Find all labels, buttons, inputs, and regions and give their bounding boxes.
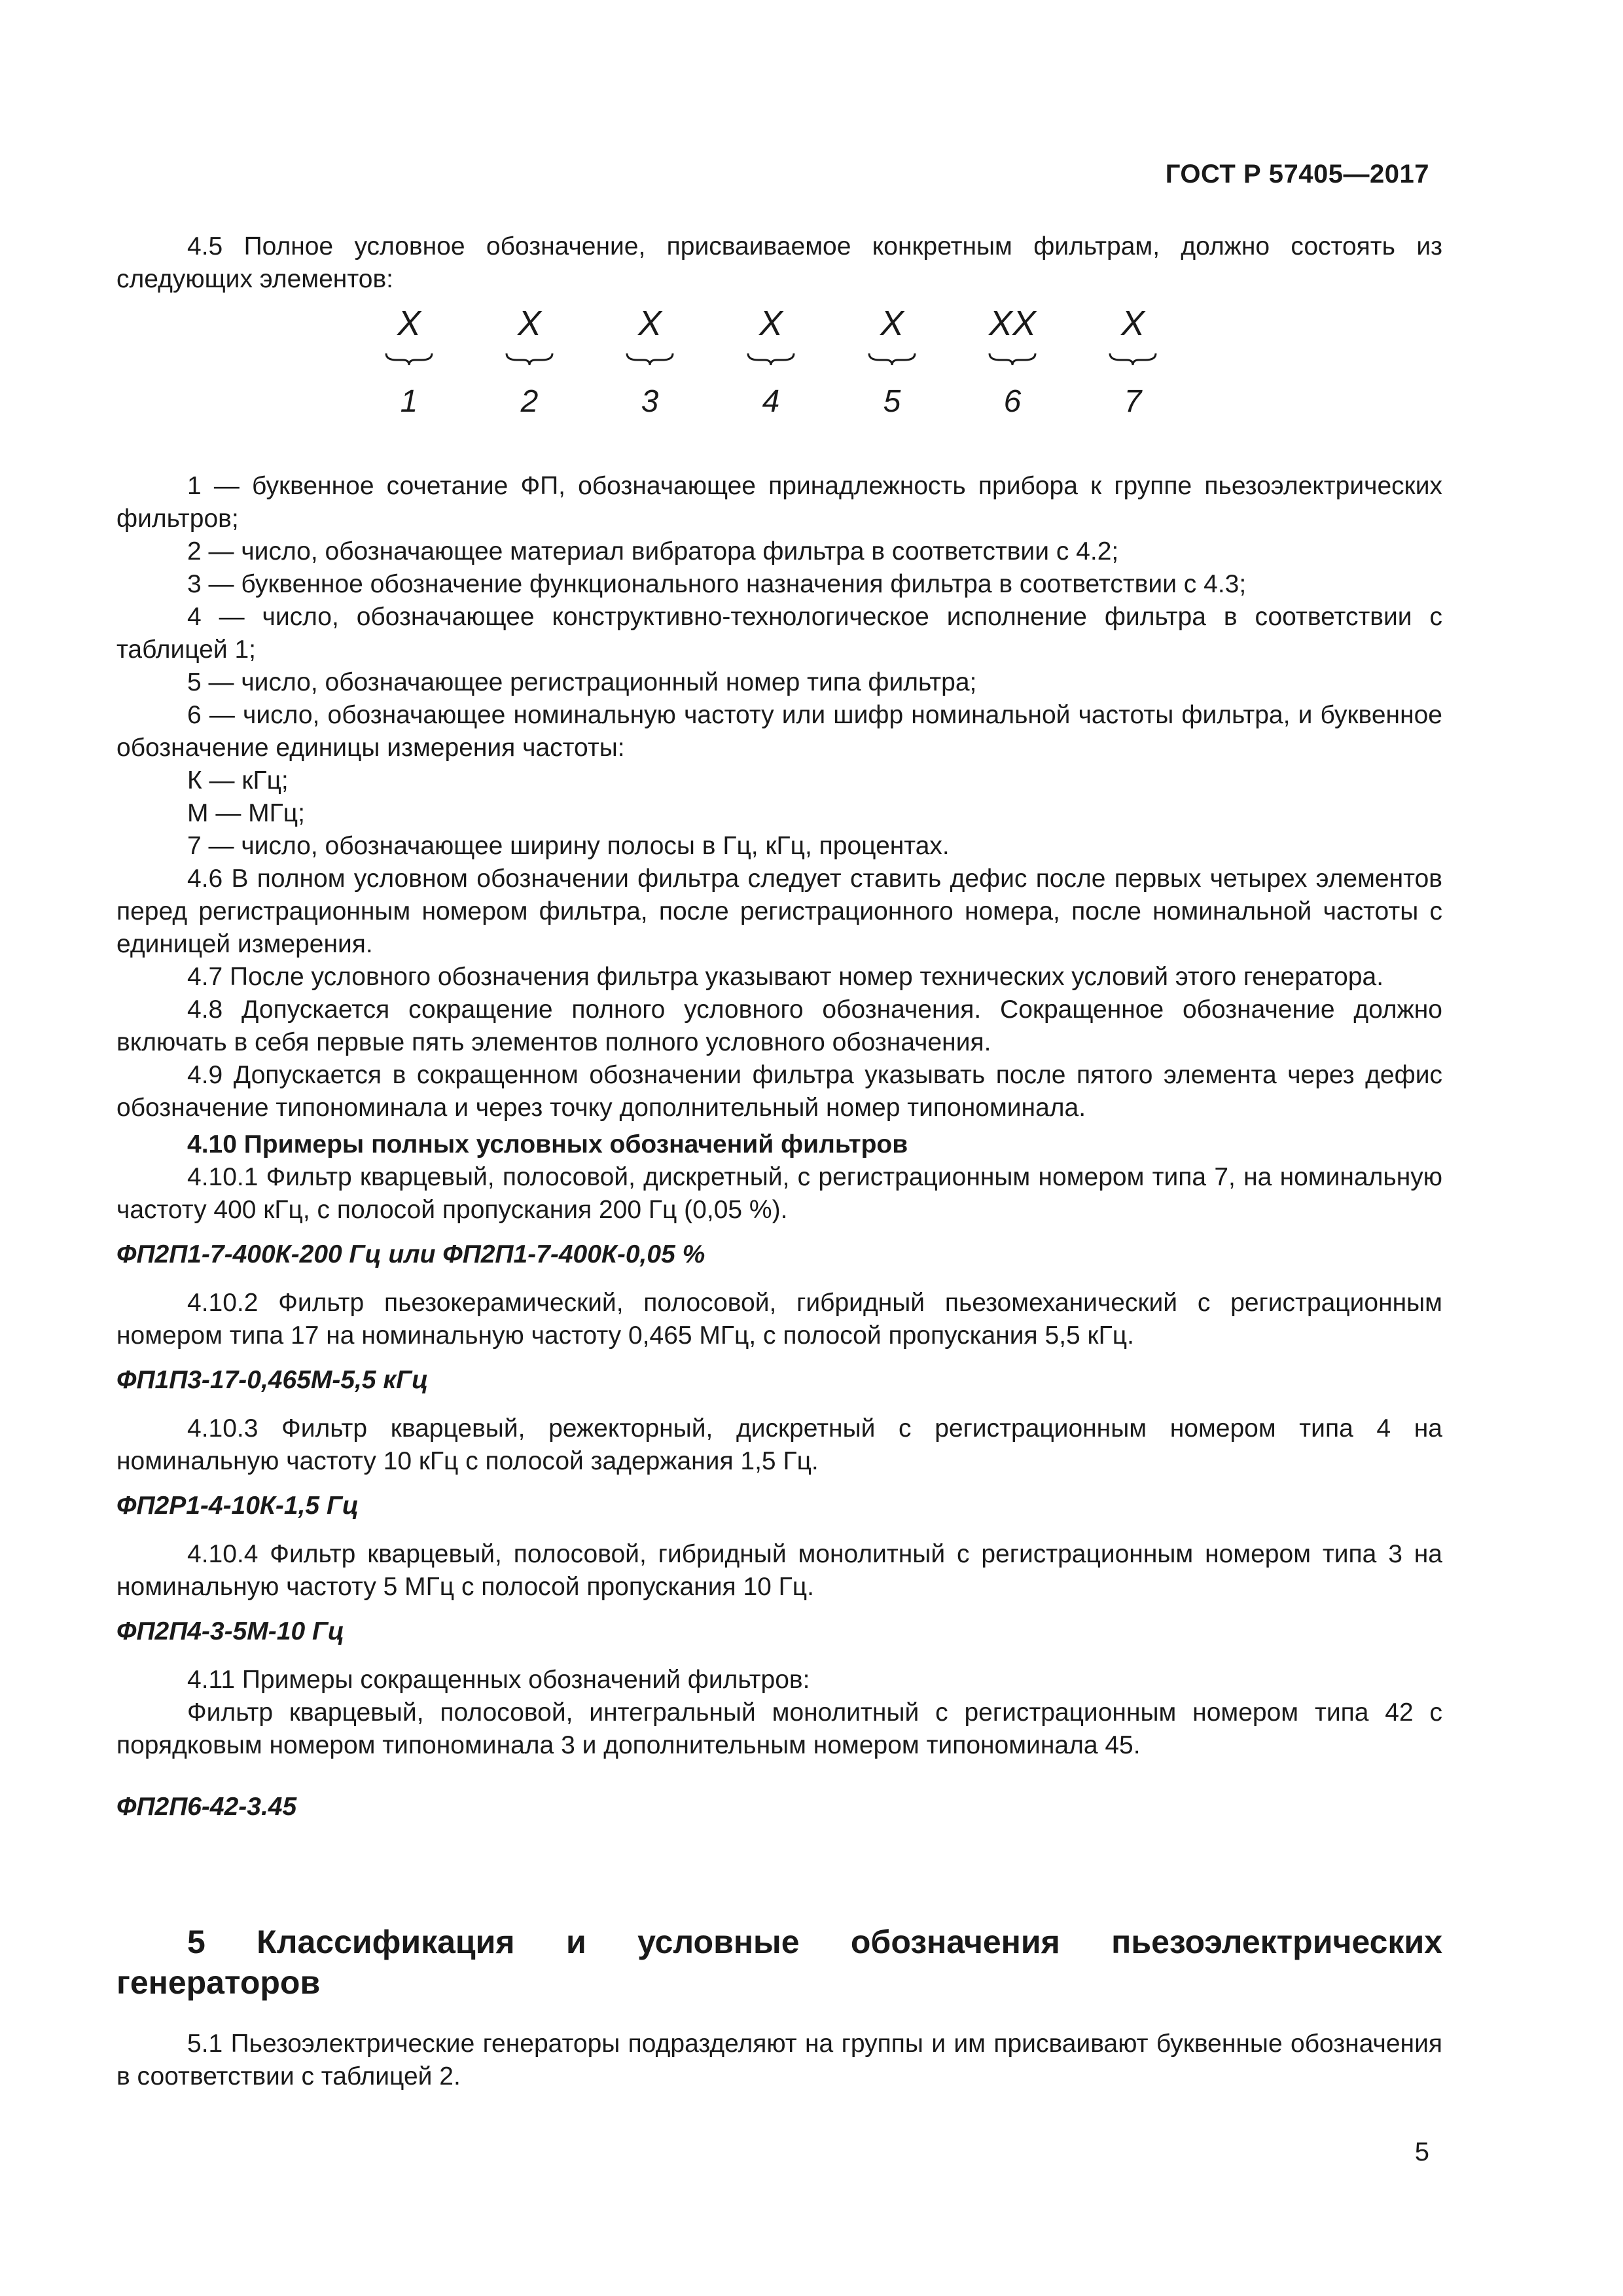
legend-item-6: 6 — число, обозначающее номинальную частоту или шифр номинальной частоты фильтра, и буквенное обозначение единицы измерения частоты:	[116, 701, 1442, 762]
paragraph-4-5: 4.5 Полное условное обозначение, присваиваемое конкретным фильтрам, должно состоять из следующих элементов:	[116, 232, 1442, 293]
scheme-symbol: X	[1120, 304, 1145, 343]
section-4-10-title: 4.10 Примеры полных условных обозначений фильтров	[187, 1130, 908, 1158]
scheme-element-3	[620, 300, 679, 420]
brace-icon	[626, 352, 674, 367]
example-code-short: ФП2П6-42-3.45	[116, 1793, 297, 1821]
legend-item-3: 3 — буквенное обозначение функционального назначения фильтра в соответствии с 4.3;	[187, 570, 1247, 598]
scheme-element-6	[983, 300, 1042, 420]
brace-icon	[988, 352, 1037, 367]
paragraph-4-11: 4.11 Примеры сокращенных обозначений фильтров:	[187, 1666, 810, 1694]
paragraph-5-1: 5.1 Пьезоэлектрические генераторы подразделяют на группы и им присваивают буквенные обозначения в соответствии с таблицей 2.	[116, 2030, 1442, 2090]
example-4-10-2: 4.10.2 Фильтр пьезокерамический, полосовой, гибридный пьезомеханический с регистрационным номером типа 17 на номинальную частоту 0,465 МГц, с полосой пропускания 5,5 кГц.	[116, 1289, 1442, 1350]
scheme-number: 5	[883, 384, 901, 419]
legend-item-5: 5 — число, обозначающее регистрационный номер типа фильтра;	[187, 668, 977, 696]
example-code-1: ФП2П1-7-400К-200 Гц или ФП2П1-7-400К-0,05 %	[116, 1240, 705, 1268]
scheme-number: 1	[400, 384, 418, 419]
paragraph-4-11-text: Фильтр кварцевый, полосовой, интегральный монолитный с регистрационным номером типа 42 с порядковым номером типономинала 3 и дополнительным номером типономинала 45.	[116, 1698, 1442, 1759]
legend-unit-k: К — кГц;	[187, 766, 289, 795]
designation-scheme	[116, 300, 1442, 463]
scheme-element-5	[863, 300, 921, 420]
scheme-symbol: X	[397, 304, 421, 343]
scheme-number: 4	[762, 384, 780, 419]
brace-icon	[385, 352, 433, 367]
scheme-element-4	[741, 300, 800, 420]
legend-item-1: 1 — буквенное сочетание ФП, обозначающее принадлежность прибора к группе пьезоэлектрических фильтров;	[116, 472, 1442, 533]
scheme-number: 3	[641, 384, 659, 419]
legend-item-4: 4 — число, обозначающее конструктивно-технологическое исполнение фильтра в соответствии с таблицей 1;	[116, 603, 1442, 664]
legend-unit-m: М — МГц;	[187, 799, 305, 827]
example-code-3: ФП2Р1-4-10К-1,5 Гц	[116, 1492, 359, 1520]
brace-icon	[1109, 352, 1157, 367]
scheme-number: 2	[520, 384, 539, 419]
scheme-symbol: XX	[988, 304, 1037, 343]
example-4-10-3: 4.10.3 Фильтр кварцевый, режекторный, дискретный с регистрационным номером типа 4 на номинальную частоту 10 кГц с полосой задержания 1,5 Гц.	[116, 1414, 1442, 1475]
example-4-10-1: 4.10.1 Фильтр кварцевый, полосовой, дискретный, с регистрационным номером типа 7, на номинальную частоту 400 кГц, с полосой пропускания 200 Гц (0,05 %).	[116, 1163, 1442, 1224]
scheme-symbol: X	[517, 304, 542, 343]
scheme-element-2	[500, 300, 559, 420]
example-4-10-4: 4.10.4 Фильтр кварцевый, полосовой, гибридный монолитный с регистрационным номером типа 3 на номинальную частоту 5 МГц с полосой пропускания 10 Гц.	[116, 1540, 1442, 1601]
scheme-number: 7	[1124, 384, 1142, 419]
legend-item-7: 7 — число, обозначающее ширину полосы в Гц, кГц, процентах.	[187, 832, 950, 860]
paragraph-4-6: 4.6 В полном условном обозначении фильтра следует ставить дефис после первых четырех элементов перед регистрационным номером фильтра, после регистрационного номера, после номинальной частоты с единицей измерения.	[116, 865, 1442, 958]
scheme-symbol: X	[758, 304, 783, 343]
scheme-symbol: X	[637, 304, 662, 343]
brace-icon	[505, 352, 554, 367]
brace-icon	[868, 352, 916, 367]
scheme-symbol: X	[880, 304, 904, 343]
paragraph-4-9: 4.9 Допускается в сокращенном обозначении фильтра указывать после пятого элемента через дефис обозначение типономинала и через точку дополнительный номер типономинала.	[116, 1061, 1442, 1122]
example-code-4: ФП2П4-3-5М-10 Гц	[116, 1617, 345, 1645]
section-5-title: 5 Классификация и условные обозначения пьезоэлектрических генераторов	[116, 1924, 1442, 2001]
document-header: ГОСТ Р 57405—2017	[1165, 160, 1429, 188]
scheme-element-7	[1103, 300, 1162, 420]
document-body	[116, 230, 1442, 2093]
scheme-element-1	[380, 300, 438, 420]
page-number: 5	[1414, 2138, 1429, 2166]
scheme-number: 6	[1003, 384, 1022, 419]
brace-icon	[747, 352, 795, 367]
paragraph-4-8: 4.8 Допускается сокращение полного условного обозначения. Сокращенное обозначение должно включать в себя первые пять элементов полного условного обозначения.	[116, 996, 1442, 1056]
example-code-2: ФП1П3-17-0,465М-5,5 кГц	[116, 1366, 429, 1394]
legend-item-2: 2 — число, обозначающее материал вибратора фильтра в соответствии с 4.2;	[187, 537, 1119, 565]
paragraph-4-7: 4.7 После условного обозначения фильтра указывают номер технических условий этого генератора.	[187, 963, 1384, 991]
